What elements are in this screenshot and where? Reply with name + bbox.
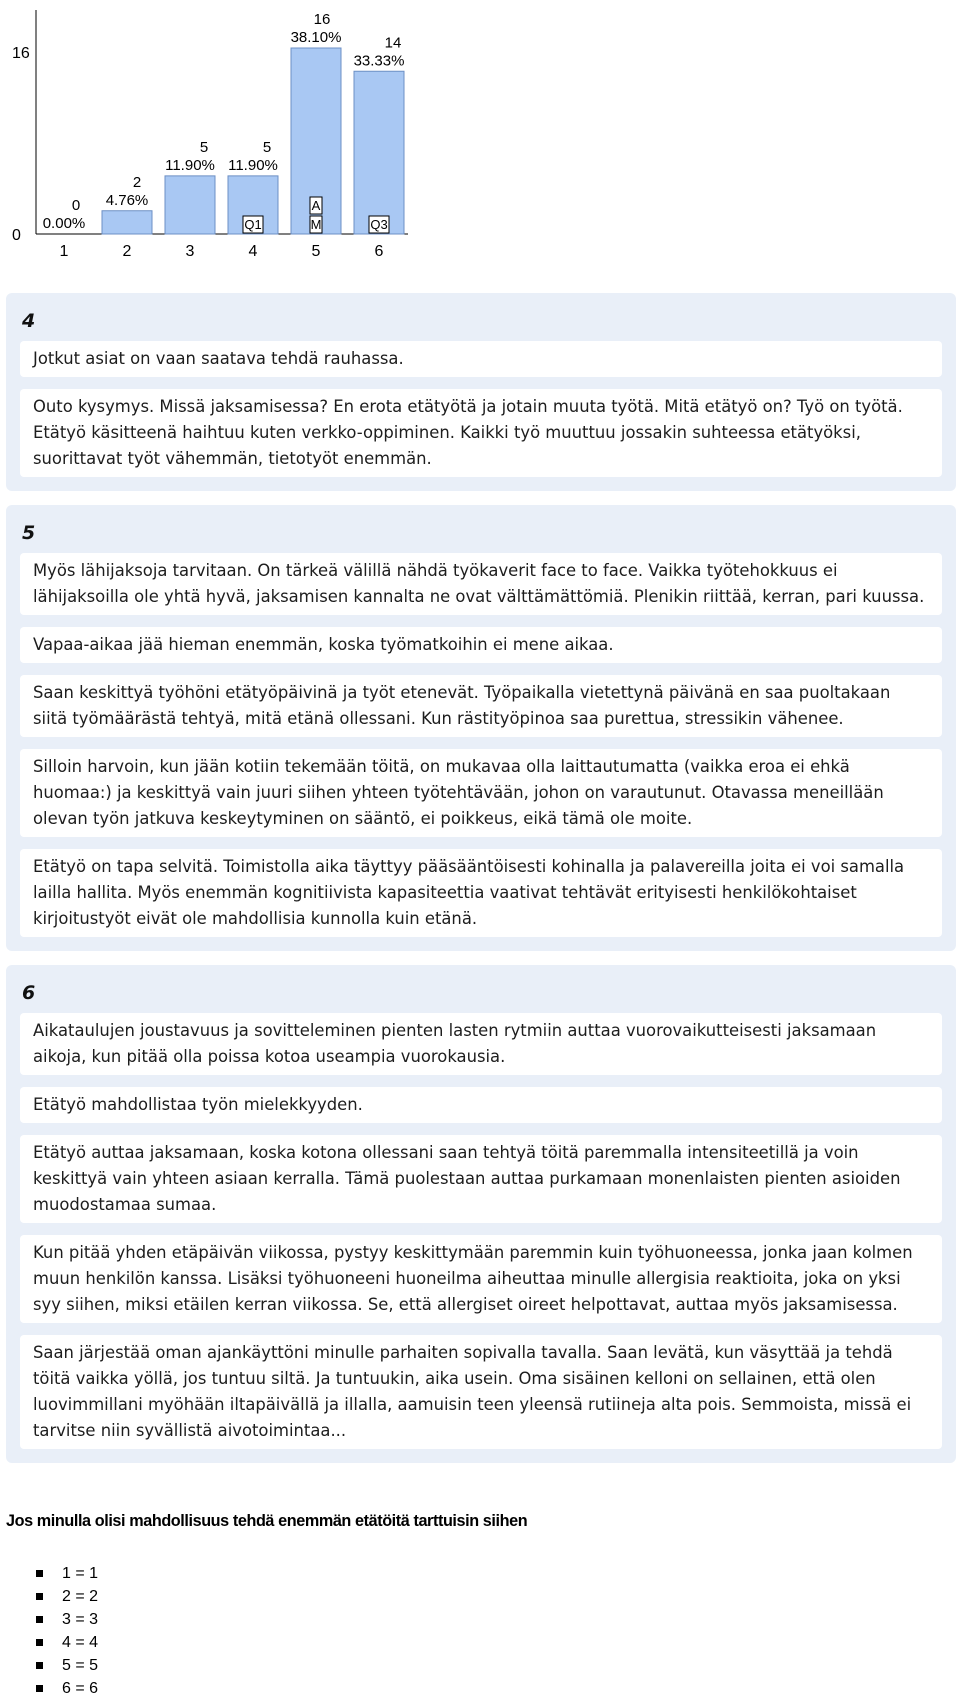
legend-item-label: 4 = 4 bbox=[62, 1634, 99, 1651]
legend-item-label: 5 = 5 bbox=[62, 1657, 99, 1674]
legend-item bbox=[36, 1585, 98, 1608]
answer-text: Vapaa-aikaa jää hieman enemmän, koska työmatkoihin ei mene aikaa. bbox=[20, 627, 942, 663]
answer-group bbox=[6, 505, 956, 951]
percent-data-label: 0.00% bbox=[42, 215, 86, 232]
marker-label: M bbox=[310, 217, 322, 232]
count-data-label: 14 bbox=[384, 34, 402, 52]
count-data-label: 5 bbox=[262, 138, 272, 156]
bar-chart bbox=[0, 0, 415, 280]
x-tick-label: 4 bbox=[248, 243, 258, 260]
group-number: 4 bbox=[22, 310, 36, 332]
y-tick-label: 0 bbox=[12, 227, 21, 244]
question-title: Jos minulla olisi mahdollisuus tehdä enemmän etätöitä tarttuisin siihen bbox=[6, 1512, 528, 1530]
legend-item-label: 2 = 2 bbox=[62, 1588, 99, 1605]
answer-text: Myös lähijaksoja tarvitaan. On tärkeä välillä nähdä työkaverit face to face. Vaikka työtehokkuus ei lähijaksoilla ole yhtä hyvä, jaksamisen kannalta ne ovat välttämättömiä. Plenikin riittää, kerran, pari kuussa. bbox=[20, 553, 942, 615]
x-tick-label: 1 bbox=[59, 243, 69, 260]
count-data-label: 16 bbox=[313, 11, 331, 28]
percent-data-label: 38.10% bbox=[290, 29, 342, 46]
legend-item-label: 3 = 3 bbox=[62, 1611, 99, 1628]
legend-item bbox=[36, 1562, 98, 1585]
answer-group bbox=[6, 965, 956, 1463]
count-data-label: 5 bbox=[199, 138, 209, 156]
group-number: 5 bbox=[22, 522, 36, 544]
scale-legend-list bbox=[36, 1562, 98, 1700]
x-tick-label: 5 bbox=[311, 243, 321, 260]
bar-chart-svg bbox=[0, 0, 415, 280]
x-tick-label: 6 bbox=[374, 243, 384, 260]
answer-text: Etätyö on tapa selvitä. Toimistolla aika täyttyy pääsääntöisesti kohinalla ja palavereilla joita ei voi samalla lailla hallita. Myös enemmän kognitiivista kapasiteettia vaativat tehtävät erityisesti henkilökohtaiset kirjoitustyöt eivät ole mahdollisia kunnolla kuin etänä. bbox=[20, 849, 942, 937]
square-bullet-icon bbox=[36, 1593, 43, 1600]
legend-item-label: 6 = 6 bbox=[62, 1680, 99, 1697]
count-data-label: 0 bbox=[71, 197, 81, 214]
answer-groups bbox=[6, 293, 956, 1477]
answer-text: Aikataulujen joustavuus ja sovitteleminen pienten lasten rytmiin auttaa vuorovaikutteisesti jaksamaan aikoja, kun pitää olla poissa kotoa useampia vuorokausia. bbox=[20, 1013, 942, 1075]
square-bullet-icon bbox=[36, 1662, 43, 1669]
square-bullet-icon bbox=[36, 1685, 43, 1692]
x-tick-label: 3 bbox=[185, 243, 195, 260]
y-tick-label: 16 bbox=[12, 45, 30, 62]
group-number: 6 bbox=[22, 982, 36, 1004]
bar bbox=[354, 71, 404, 234]
percent-data-label: 4.76% bbox=[105, 191, 149, 209]
answer-text: Silloin harvoin, kun jään kotiin tekemään töitä, on mukavaa olla laittautumatta (vaikka eroa ei ehkä huomaa:) ja keskittyä vain juuri siihen yhteen työtehtävään, johon on varautunut. Otavassa meneillään olevan työn jatkuva keskeytyminen on sääntö, ei poikkeus, eikä tämä ole moite. bbox=[20, 749, 942, 837]
answer-text: Etätyö auttaa jaksamaan, koska kotona ollessani saan tehtyä töitä paremmalla intensiteetillä ja voin keskittyä vain yhteen asiaan kerralla. Tämä puolestaan auttaa purkamaan monenlaisten pienten asioiden muodostamaa sumaa. bbox=[20, 1135, 942, 1223]
percent-data-label: 33.33% bbox=[353, 52, 405, 70]
answer-text: Saan keskittyä työhöni etätyöpäivinä ja työt etenevät. Työpaikalla vietettynä päivänä en saa puoltakaan siitä työmäärästä tehtyä, mitä etänä ollessani. Kun rästityöpinoa saa purettua, stressikin vähenee. bbox=[20, 675, 942, 737]
square-bullet-icon bbox=[36, 1639, 43, 1646]
marker-label: A bbox=[311, 198, 321, 213]
legend-item bbox=[36, 1608, 98, 1631]
count-data-label: 2 bbox=[132, 173, 142, 191]
answer-text: Outo kysymys. Missä jaksamisessa? En erota etätyötä ja jotain muuta työtä. Mitä etätyö on? Työ on työtä. Etätyö käsitteenä haihtuu kuten verkko-oppiminen. Kaikki työ muuttuu jossakin suhteessa etätyöksi, suorittavat työt vähemmän, tietotyöt enemmän. bbox=[20, 389, 942, 477]
answer-text: Saan järjestää oman ajankäyttöni minulle parhaiten sopivalla tavalla. Saan levätä, kun väsyttää ja tehdä töitä vaikka yöllä, jos tuntuu siltä. Ja tuntuukin, aika usein. Oma sisäinen kelloni on sellainen, että olen luovimmillani myöhään iltapäivällä ja illalla, aamuisin teen yleensä rutiineja alta pois. Semmoista, missä ei tarvitse niin syvällistä aivotoimintaa... bbox=[20, 1335, 942, 1449]
x-tick-label: 2 bbox=[122, 243, 132, 260]
percent-data-label: 11.90% bbox=[228, 156, 278, 174]
answer-text: Jotkut asiat on vaan saatava tehdä rauhassa. bbox=[20, 341, 942, 377]
marker-label: Q3 bbox=[370, 217, 388, 232]
square-bullet-icon bbox=[36, 1616, 43, 1623]
legend-item-label: 1 = 1 bbox=[62, 1565, 99, 1582]
answer-text: Kun pitää yhden etäpäivän viikossa, pystyy keskittymään paremmin kuin työhuoneessa, jonka jaan kolmen muun henkilön kanssa. Lisäksi työhuoneeni huoneilma aiheuttaa minulle allergisia reaktioita, joka on yksi syy siihen, miksi etäilen kerran viikossa. Se, että allergiset oireet helpottavat, auttaa myös jaksamisessa. bbox=[20, 1235, 942, 1323]
bar bbox=[165, 176, 215, 234]
marker-label: Q1 bbox=[244, 217, 262, 232]
bar bbox=[102, 211, 152, 234]
square-bullet-icon bbox=[36, 1570, 43, 1577]
answer-text: Etätyö mahdollistaa työn mielekkyyden. bbox=[20, 1087, 942, 1123]
percent-data-label: 11.90% bbox=[165, 156, 215, 174]
legend-item bbox=[36, 1654, 98, 1677]
answer-group bbox=[6, 293, 956, 491]
legend-item bbox=[36, 1631, 98, 1654]
